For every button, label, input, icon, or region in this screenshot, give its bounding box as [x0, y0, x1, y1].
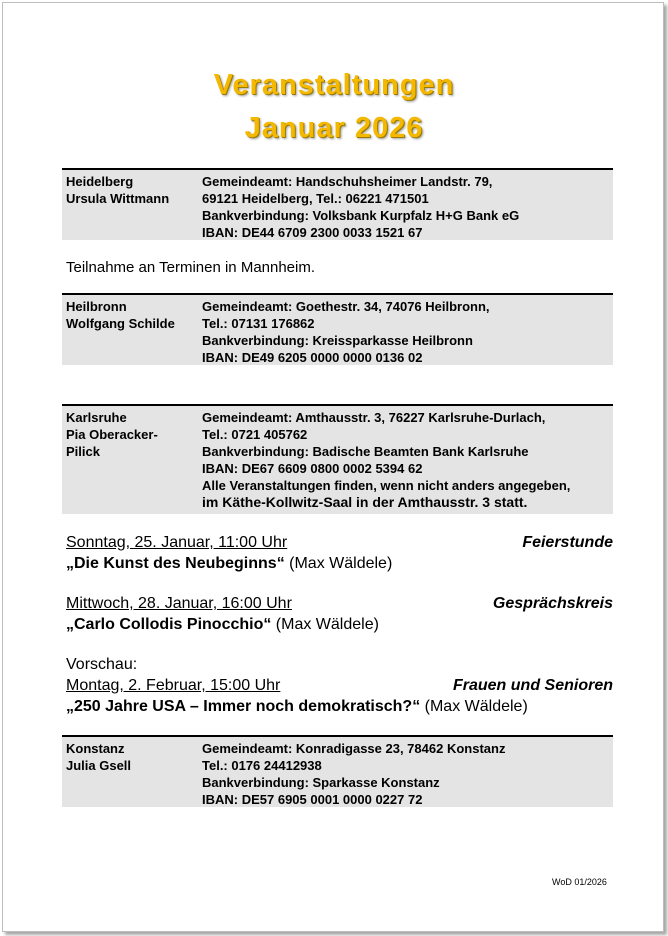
event-2-title-line [66, 614, 613, 635]
heilbronn-line: Gemeindeamt: Goethestr. 34, 74076 Heilbronn, [202, 299, 490, 314]
konstanz-line: Gemeindeamt: Konradigasse 23, 78462 Konstanz [202, 741, 506, 756]
karlsruhe-line: Bankverbindung: Badische Beamten Bank Karlsruhe [202, 444, 529, 459]
konstanz-person: Julia Gsell [66, 758, 132, 773]
karlsruhe-line: Gemeindeamt: Amthausstr. 3, 76227 Karlsruhe-Durlach, [202, 410, 546, 425]
event-date: Montag, 2. Februar, 15:00 Uhr [66, 677, 281, 694]
heilbronn-box [62, 293, 613, 365]
event-date: Mittwoch, 28. Januar, 16:00 Uhr [66, 595, 292, 612]
event-category: Feierstunde [522, 534, 613, 551]
karlsruhe-line: Alle Veranstaltungen finden, wenn nicht anders angegeben, [202, 478, 571, 493]
title-line-2: Januar 2026 [244, 112, 424, 144]
heilbronn-place: Heilbronn [66, 299, 127, 314]
karlsruhe-box [62, 404, 613, 514]
event-date: Sonntag, 25. Januar, 11:00 Uhr [66, 534, 288, 551]
preview-label: Vorschau: [66, 656, 138, 673]
preview-title-line [66, 696, 613, 717]
konstanz-line: Tel.: 0176 24412938 [202, 758, 322, 773]
event-speaker: (Max Wäldele) [420, 698, 528, 715]
heidelberg-note: Teilnahme an Terminen in Mannheim. [66, 259, 316, 276]
karlsruhe-line: IBAN: DE67 6609 0800 0002 5394 62 [202, 461, 423, 476]
event-title: „Carlo Collodis Pinocchio“ [66, 616, 272, 633]
karlsruhe-place: Karlsruhe [66, 410, 127, 425]
event-1 [66, 532, 613, 574]
event-1-title-line [66, 553, 613, 574]
event-speaker: (Max Wäldele) [271, 616, 379, 633]
event-2 [66, 593, 613, 635]
heilbronn-person: Wolfgang Schilde [66, 316, 175, 331]
konstanz-box [62, 735, 613, 807]
heidelberg-line: IBAN: DE44 6709 2300 0033 1521 67 [202, 225, 423, 240]
konstanz-line: Bankverbindung: Sparkasse Konstanz [202, 775, 440, 790]
heidelberg-place: Heidelberg [66, 174, 134, 189]
event-speaker: (Max Wäldele) [284, 555, 393, 572]
konstanz-line: IBAN: DE57 6905 0001 0000 0227 72 [202, 792, 423, 807]
karlsruhe-line: im Käthe-Kollwitz-Saal in der Amthausstr. 3 statt. [202, 494, 528, 510]
karlsruhe-person: Pia Oberacker- [66, 427, 158, 442]
karlsruhe-person: Pilick [66, 444, 100, 459]
konstanz-place: Konstanz [66, 741, 125, 756]
heidelberg-line: Bankverbindung: Volksbank Kurpfalz H+G Bank eG [202, 208, 520, 223]
karlsruhe-line: Tel.: 0721 405762 [202, 427, 308, 442]
heidelberg-person: Ursula Wittmann [66, 191, 170, 206]
footer-code: WoD 01/2026 [552, 877, 607, 887]
heidelberg-line: Gemeindeamt: Handschuhsheimer Landstr. 79, [202, 174, 493, 189]
heidelberg-line: 69121 Heidelberg, Tel.: 06221 471501 [202, 191, 429, 206]
heilbronn-line: Bankverbindung: Kreissparkasse Heilbronn [202, 333, 473, 348]
event-category: Frauen und Senioren [452, 677, 613, 694]
event-title: „Die Kunst des Neubeginns“ [66, 555, 285, 572]
heilbronn-line: IBAN: DE49 6205 0000 0000 0136 02 [202, 350, 423, 365]
event-preview [66, 675, 613, 717]
event-title: „250 Jahre USA – Immer noch demokratisch?“ [66, 698, 421, 715]
event-category: Gesprächskreis [492, 595, 613, 612]
title-line-1: Veranstaltungen [213, 69, 455, 101]
heilbronn-line: Tel.: 07131 176862 [202, 316, 315, 331]
heidelberg-box [62, 168, 613, 240]
